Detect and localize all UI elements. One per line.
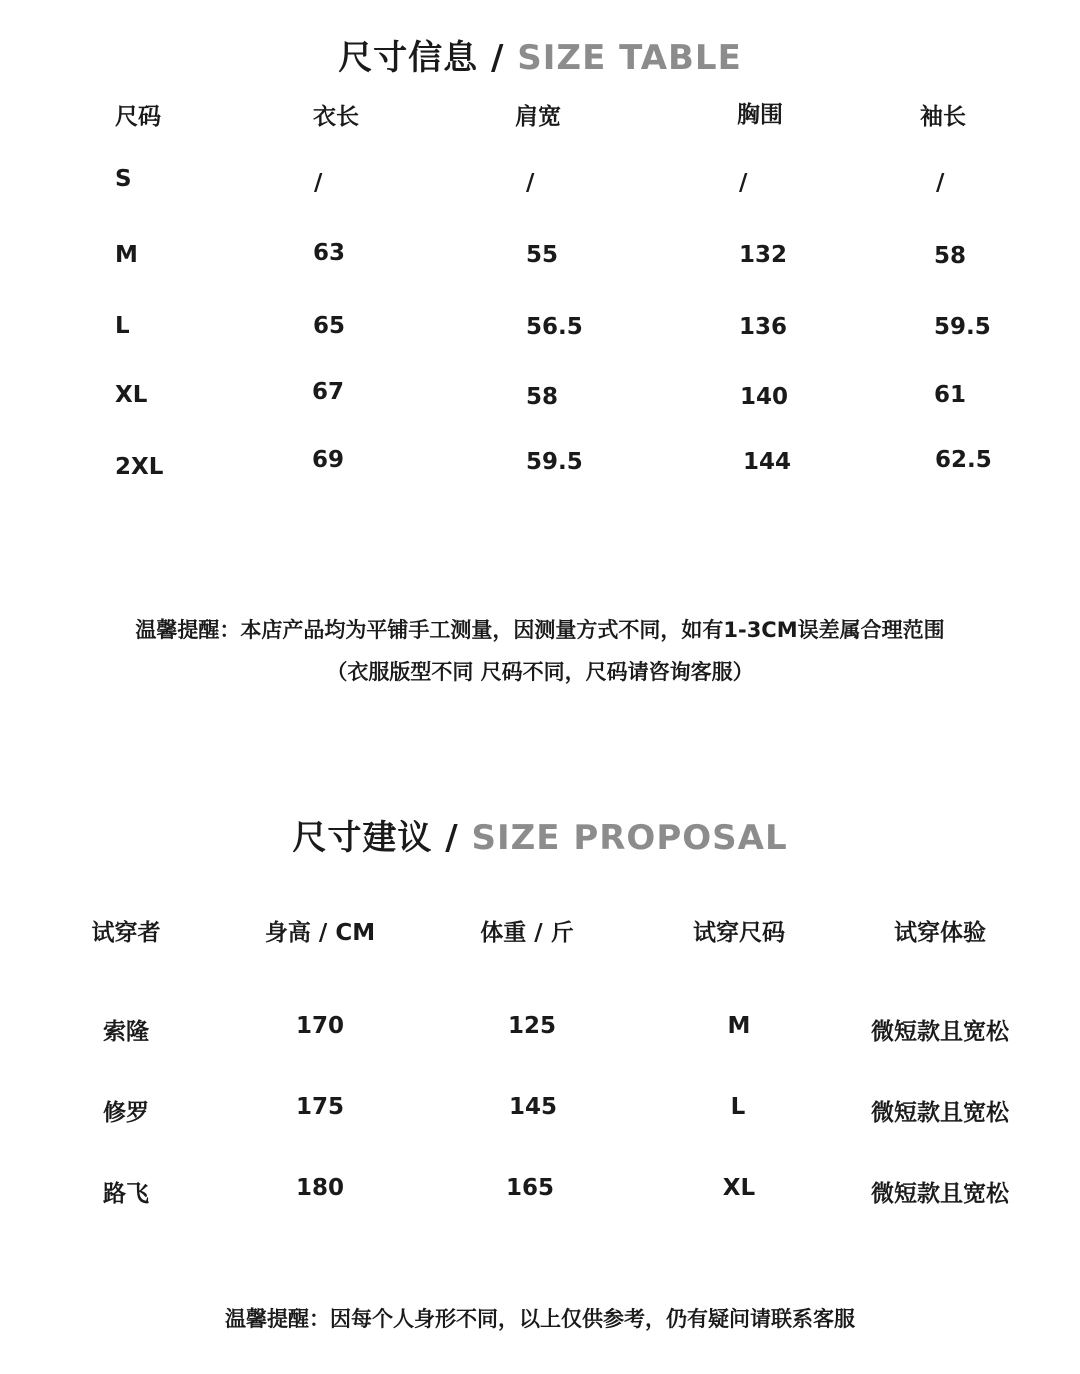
size-table-cell: 59.5: [526, 449, 583, 475]
size-table-cell: /: [739, 170, 748, 196]
size-table-cell: 67: [312, 379, 345, 405]
size-proposal-cell: 165: [505, 1175, 555, 1201]
size-proposal-cell: XL: [722, 1175, 756, 1201]
size-table-title-en: SIZE TABLE: [517, 38, 742, 78]
size-proposal-cell: 145: [508, 1094, 558, 1120]
size-table-cell: 140: [740, 384, 789, 410]
size-table-title-cn: 尺寸信息 /: [338, 38, 518, 78]
size-proposal-cell: 修罗: [103, 1100, 149, 1126]
size-proposal-note: 温馨提醒：因每个人身形不同，以上仅供参考，仍有疑问请联系客服: [225, 1307, 855, 1331]
size-proposal-title: [0, 810, 1080, 859]
size-proposal-cell: M: [727, 1013, 751, 1039]
size-table-cell: L: [115, 313, 130, 339]
size-table-cell: 61: [934, 382, 967, 408]
size-table-cell: M: [115, 242, 138, 268]
size-proposal-header-weight: 体重 / 斤: [480, 920, 574, 946]
size-table-header-chest: 胸围: [737, 102, 783, 128]
size-table-cell: 2XL: [115, 454, 164, 480]
size-proposal-cell: 索隆: [103, 1019, 149, 1045]
size-proposal-header-tester: 试穿者: [91, 920, 161, 946]
size-table-header-sleeve: 袖长: [920, 104, 966, 130]
size-table-cell: 59.5: [934, 314, 991, 340]
size-table-cell: 144: [743, 449, 792, 475]
size-table-cell: 58: [934, 243, 967, 269]
size-proposal-cell: 170: [295, 1013, 345, 1039]
size-proposal-title-en: SIZE PROPOSAL: [471, 818, 788, 858]
size-table-cell: /: [936, 170, 945, 196]
size-proposal-cell: 125: [507, 1013, 557, 1039]
size-proposal-cell: 175: [295, 1094, 345, 1120]
size-proposal-title-cn: 尺寸建议 /: [292, 818, 472, 858]
size-table-header-length: 衣长: [313, 104, 359, 130]
size-proposal-header-size: 试穿尺码: [693, 920, 785, 946]
size-proposal-header-height: 身高 / CM: [264, 920, 376, 946]
size-table-cell: 55: [526, 242, 559, 268]
size-proposal-header-fit: 试穿体验: [894, 920, 986, 946]
size-proposal-cell: L: [730, 1094, 746, 1120]
size-table-note: 温馨提醒：本店产品均为平铺手工测量，因测量方式不同，如有1-3CM误差属合理范围: [135, 618, 945, 642]
size-table-cell: /: [526, 170, 535, 196]
size-table-header-size: 尺码: [115, 104, 161, 130]
size-table-note-sub: （衣服版型不同 尺码不同，尺码请咨询客服）: [326, 660, 754, 684]
size-table-cell: XL: [115, 382, 148, 408]
size-table-cell: 65: [313, 313, 346, 339]
size-table-cell: 58: [526, 384, 559, 410]
size-table-cell: 132: [739, 242, 788, 268]
size-proposal-cell: 路飞: [103, 1181, 149, 1207]
size-table-cell: 62.5: [935, 447, 992, 473]
size-proposal-cell: 微短款且宽松: [871, 1019, 1009, 1045]
size-table-cell: 63: [313, 240, 346, 266]
size-proposal-cell: 微短款且宽松: [871, 1100, 1009, 1126]
size-table-title: [0, 30, 1080, 79]
size-table-cell: 56.5: [526, 314, 583, 340]
size-table-header-shoulder: 肩宽: [515, 104, 561, 130]
size-table-cell: 136: [739, 314, 788, 340]
size-proposal-cell: 180: [295, 1175, 345, 1201]
size-proposal-cell: 微短款且宽松: [871, 1181, 1009, 1207]
size-table-cell: S: [115, 166, 132, 192]
size-table-cell: /: [314, 170, 323, 196]
size-table-cell: 69: [312, 447, 345, 473]
